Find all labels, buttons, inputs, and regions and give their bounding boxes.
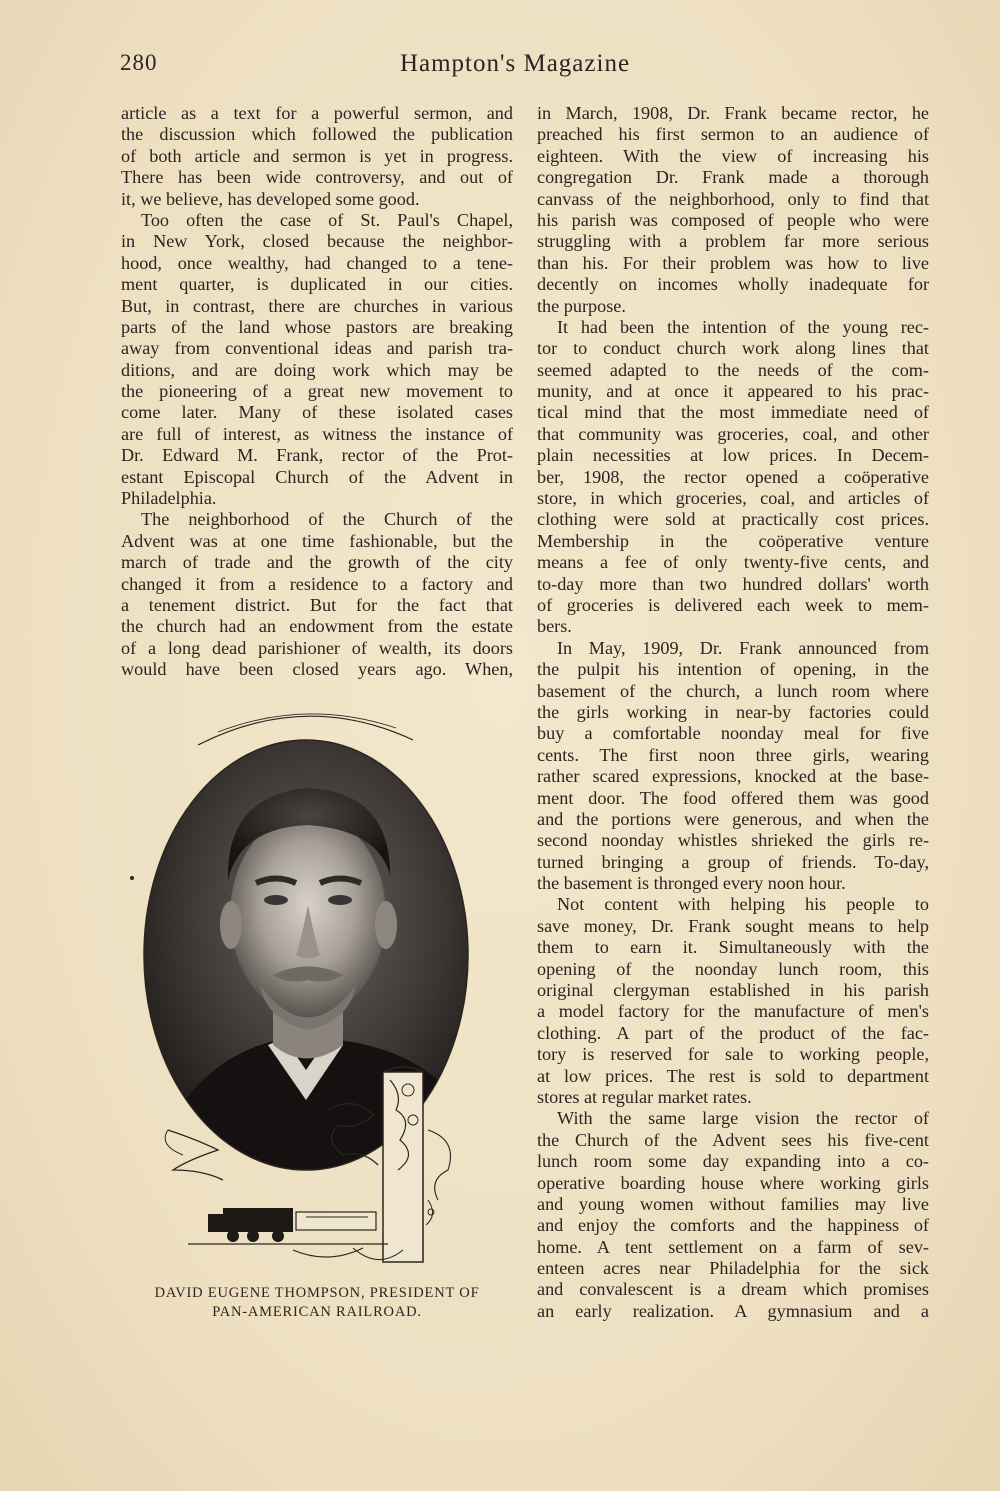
text-line: Membership in the coöperative venture xyxy=(537,530,929,551)
text-line: the Church of the Advent sees his five-cent xyxy=(537,1129,929,1150)
text-line: ment door. The food offered them was good xyxy=(537,787,929,808)
caption-line-1: DAVID EUGENE THOMPSON, PRESIDENT OF xyxy=(154,1285,480,1301)
text-line: But, in contrast, there are churches in various xyxy=(121,295,513,316)
text-line: the purpose. xyxy=(537,295,626,316)
text-line: and young women without families may live xyxy=(537,1193,929,1214)
right-text-column xyxy=(537,103,929,1322)
text-line: means a fee of only twenty-five cents, and xyxy=(537,552,929,573)
text-line: changed it from a residence to a factory and xyxy=(121,573,513,594)
text-line: it, we believe, has developed some good. xyxy=(121,188,420,209)
text-line: buy a comfortable noonday meal for five xyxy=(537,723,929,744)
text-line: are full of interest, as witness the instance of xyxy=(121,423,513,444)
text-line: With the same large vision the rector of xyxy=(557,1108,929,1129)
text-line: Not content with helping his people to xyxy=(557,894,929,915)
text-line: parts of the land whose pastors are breaking xyxy=(121,316,513,337)
text-line: and enjoy the comforts and the happiness of xyxy=(537,1215,929,1236)
page-header xyxy=(120,50,910,80)
text-line: the discussion which followed the publication xyxy=(121,124,513,145)
text-line: decently on incomes wholly inadequate for xyxy=(537,274,929,295)
text-line: save money, Dr. Frank sought means to help xyxy=(537,915,929,936)
text-line: opening of the noonday lunch room, this xyxy=(537,958,929,979)
text-line: than his. For their problem was how to live xyxy=(537,252,929,273)
text-line: home. A tent settlement on a farm of sev- xyxy=(537,1236,929,1257)
caption-line-2: PAN-AMERICAN RAILROAD. xyxy=(212,1304,422,1320)
text-line: march of trade and the growth of the city xyxy=(121,552,513,573)
text-line: turned bringing a group of friends. To-day, xyxy=(537,851,929,872)
text-line: There has been wide controversy, and out of xyxy=(121,167,513,188)
text-line: enteen acres near Philadelphia for the sick xyxy=(537,1258,929,1279)
figure-caption xyxy=(121,1284,513,1322)
text-line: cents. The first noon three girls, wearing xyxy=(537,744,929,765)
text-line: a model factory for the manufacture of men's xyxy=(537,1001,929,1022)
text-line: operative boarding house where working girls xyxy=(537,1172,929,1193)
text-line: come later. Many of these isolated cases xyxy=(121,402,513,423)
text-line: at low prices. The rest is sold to department xyxy=(537,1065,929,1086)
text-line: of groceries is delivered each week to mem- xyxy=(537,594,929,615)
text-line: lunch room some day expanding into a co- xyxy=(537,1151,929,1172)
text-line: tor to conduct church work along lines that xyxy=(537,338,929,359)
text-line: the pioneering of a great new movement to xyxy=(121,381,513,402)
text-line: basement of the church, a lunch room where xyxy=(537,680,929,701)
text-line: a tenement district. But for the fact that xyxy=(121,594,513,615)
text-line: tical mind that the most immediate need of xyxy=(537,402,929,423)
text-line: Advent was at one time fashionable, but the xyxy=(121,530,513,551)
text-line: the basement is thronged every noon hour. xyxy=(537,873,846,894)
text-line: would have been closed years ago. When, xyxy=(121,659,513,680)
text-line: struggling with a problem far more serious xyxy=(537,231,929,252)
text-line: Philadelphia. xyxy=(121,488,217,509)
text-line: in New York, closed because the neighbor- xyxy=(121,231,513,252)
text-line: the girls working in near-by factories could xyxy=(537,701,929,722)
text-line: ment quarter, is duplicated in our cities. xyxy=(121,274,513,295)
text-line: away from conventional ideas and parish tra- xyxy=(121,338,513,359)
text-line: tory is reserved for sale to working people, xyxy=(537,1044,929,1065)
text-line: congregation Dr. Frank made a thorough xyxy=(537,167,929,188)
text-line: preached his first sermon to an audience of xyxy=(537,124,929,145)
text-line: them to earn it. Simultaneously with the xyxy=(537,937,929,958)
text-line: in March, 1908, Dr. Frank became rector, he xyxy=(537,103,929,123)
running-title: Hampton's Magazine xyxy=(399,50,631,77)
text-line: store, in which groceries, coal, and articles of xyxy=(537,488,929,509)
text-line: In May, 1909, Dr. Frank announced from xyxy=(557,637,929,658)
portrait-photo xyxy=(128,700,498,1180)
text-line: and the portions were generous, and when the xyxy=(537,808,929,829)
text-line: and convalescent is a dream which promises xyxy=(537,1279,929,1300)
text-line: estant Episcopal Church of the Advent in xyxy=(121,466,513,487)
left-text-column xyxy=(121,103,513,681)
text-line: an early realization. A gymnasium and a xyxy=(537,1300,929,1321)
text-line: rather scared expressions, knocked at the base- xyxy=(537,766,929,787)
text-line: eighteen. With the view of increasing his xyxy=(537,145,929,166)
text-line: ditions, and are doing work which may be xyxy=(121,359,513,380)
text-line: second noonday whistles shrieked the girls re- xyxy=(537,830,929,851)
portrait-illustration xyxy=(128,700,498,1280)
text-line: The neighborhood of the Church of the xyxy=(141,509,513,530)
text-line: ber, 1908, the rector opened a coöperative xyxy=(537,466,929,487)
text-line: hood, once wealthy, had changed to a tene- xyxy=(121,252,513,273)
text-line: clothing were sold at practically cost prices. xyxy=(537,509,929,530)
portrait-figure xyxy=(128,700,498,1280)
text-line: Dr. Edward M. Frank, rector of the Prot- xyxy=(121,445,513,466)
text-line: Too often the case of St. Paul's Chapel, xyxy=(141,209,513,230)
text-line: of both article and sermon is yet in progress. xyxy=(121,145,513,166)
page-number: 280 xyxy=(120,50,158,75)
text-line: article as a text for a powerful sermon, and xyxy=(121,103,513,123)
text-line: plain necessities at low prices. In Decem- xyxy=(537,445,929,466)
text-line: original clergyman established in his parish xyxy=(537,980,929,1001)
text-line: munity, and at once it appeared to his prac- xyxy=(537,381,929,402)
text-line: the pulpit his intention of opening, in the xyxy=(537,659,929,680)
text-line: bers. xyxy=(537,616,572,637)
text-line: seemed adapted to the needs of the com- xyxy=(537,359,929,380)
text-line: It had been the intention of the young rec- xyxy=(557,316,929,337)
text-line: to-day more than two hundred dollars' worth xyxy=(537,573,929,594)
text-line: stores at regular market rates. xyxy=(537,1086,752,1107)
text-line: his parish was composed of people who were xyxy=(537,209,929,230)
text-line: that community was groceries, coal, and other xyxy=(537,423,929,444)
text-line: canvass of the neighborhood, only to find that xyxy=(537,188,929,209)
text-line: of a long dead parishioner of wealth, its doors xyxy=(121,637,513,658)
text-line: the church had an endowment from the estate xyxy=(121,616,513,637)
text-line: clothing. A part of the product of the fac- xyxy=(537,1022,929,1043)
